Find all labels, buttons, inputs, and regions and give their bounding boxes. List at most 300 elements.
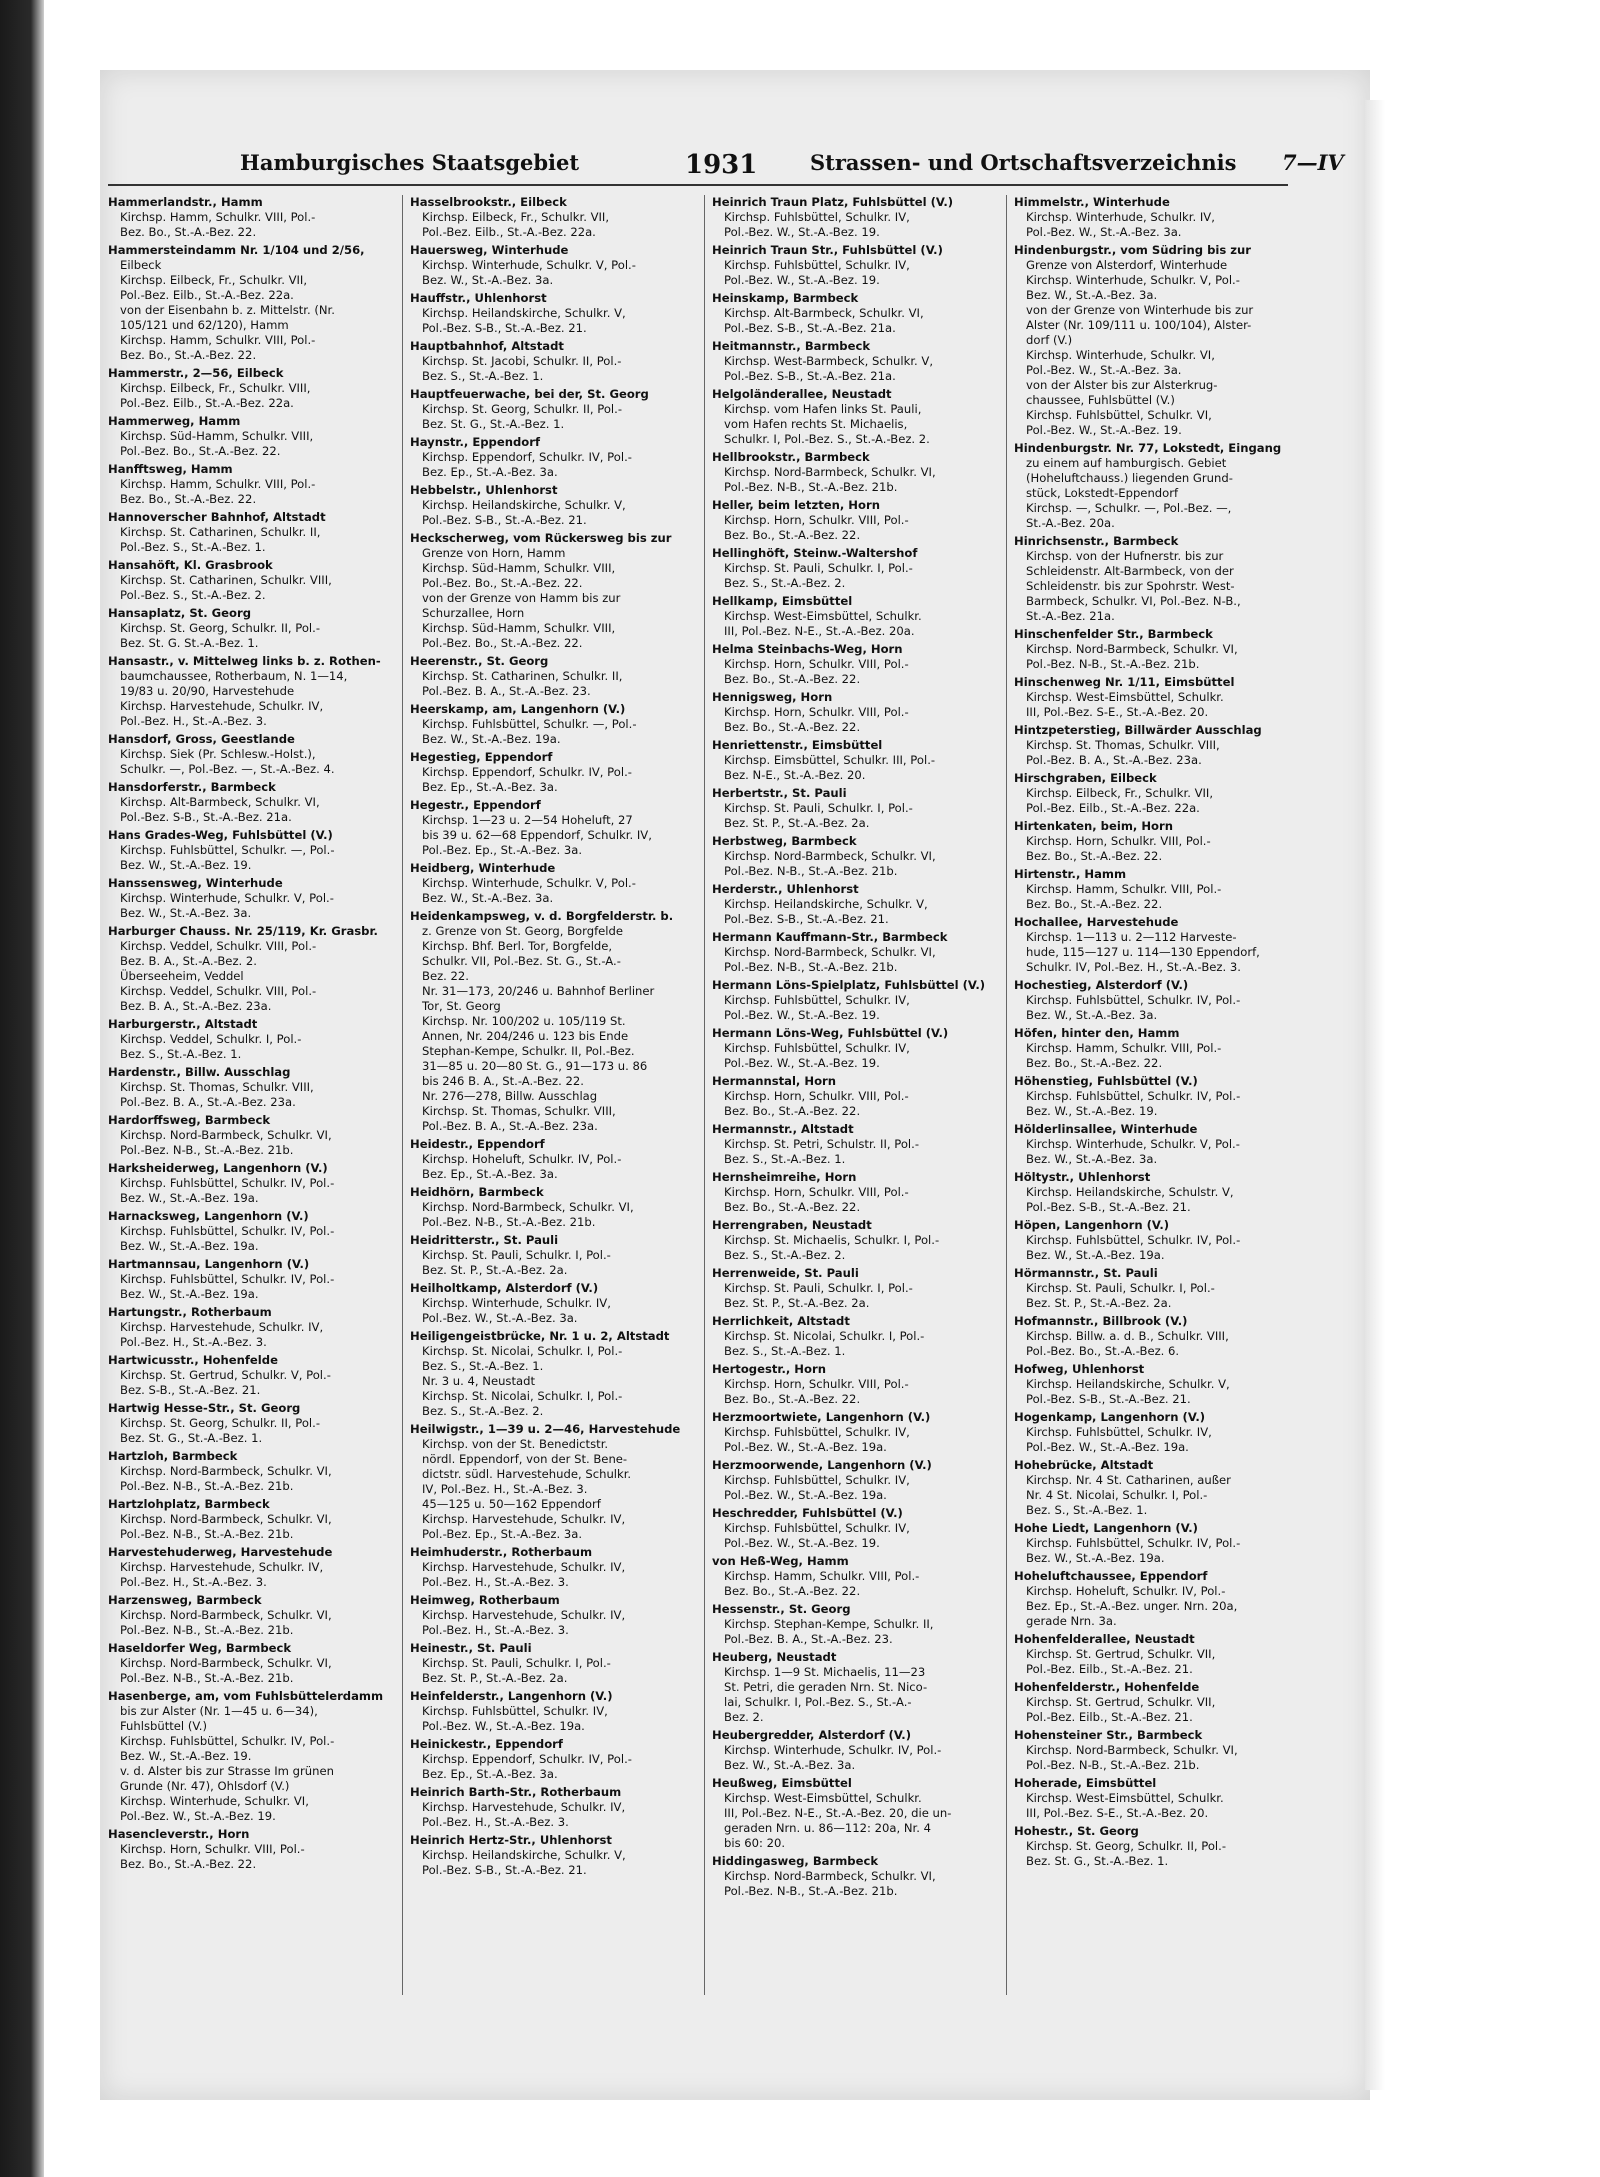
header-section: Strassen- und Ortschaftsverzeichnis bbox=[810, 150, 1237, 175]
entry-detail-line: Kirchsp. Nord-Barmbeck, Schulkr. VI, bbox=[724, 849, 936, 863]
street-entry bbox=[712, 450, 997, 495]
street-name: Herrengraben, Neustadt bbox=[712, 1218, 872, 1232]
street-name: Haynstr., Eppendorf bbox=[410, 435, 540, 449]
entry-detail-line: Kirchsp. Heilandskirche, Schulstr. V, bbox=[1026, 1185, 1234, 1199]
street-name: Hindenburgstr., vom Südring bis zur bbox=[1014, 243, 1252, 257]
street-name: Hardorffsweg, Barmbeck bbox=[108, 1113, 271, 1127]
street-name: Höltystr., Uhlenhorst bbox=[1014, 1170, 1151, 1184]
entry-detail-line: Pol.-Bez. N-B., St.-A.-Bez. 21b. bbox=[120, 1671, 294, 1685]
street-entry bbox=[712, 291, 997, 336]
street-entry bbox=[410, 1737, 695, 1782]
street-name: Hebbelstr., Uhlenhorst bbox=[410, 483, 558, 497]
entry-detail-line: Pol.-Bez. W., St.-A.-Bez. 19a. bbox=[1026, 1440, 1189, 1454]
street-name: Hermann Kauffmann-Str., Barmbeck bbox=[712, 930, 948, 944]
street-entry bbox=[108, 780, 393, 825]
street-entry bbox=[410, 243, 695, 288]
entry-detail-line: Kirchsp. St. Georg, Schulkr. II, Pol.- bbox=[1026, 1839, 1227, 1853]
street-name: Heinrich Hertz-Str., Uhlenhorst bbox=[410, 1833, 612, 1847]
entry-detail-line: Kirchsp. Eilbeck, Fr., Schulkr. VIII, bbox=[120, 381, 311, 395]
column-2 bbox=[410, 195, 695, 1995]
entry-detail-line: Kirchsp. St. Pauli, Schulkr. I, Pol.- bbox=[422, 1248, 611, 1262]
entry-detail-line: Kirchsp. Eilbeck, Fr., Schulkr. VII, bbox=[1026, 786, 1214, 800]
entry-detail-line: Bez. Bo., St.-A.-Bez. 22. bbox=[1026, 1056, 1163, 1070]
entry-detail-line: Kirchsp. Fuhlsbüttel, Schulkr. —, Pol.- bbox=[120, 843, 335, 857]
street-entry bbox=[1014, 1026, 1299, 1071]
street-entry bbox=[410, 1833, 695, 1878]
entry-detail-line: Pol.-Bez. H., St.-A.-Bez. 3. bbox=[120, 1335, 267, 1349]
entry-detail-line: Bez. S., St.-A.-Bez. 1. bbox=[1026, 1503, 1148, 1517]
entry-detail-line: Pol.-Bez. W., St.-A.-Bez. 3a. bbox=[1026, 363, 1182, 377]
street-entry bbox=[410, 1137, 695, 1182]
street-name: Hansahöft, Kl. Grasbrook bbox=[108, 558, 273, 572]
entry-detail-line: dictstr. südl. Harvestehude, Schulkr. bbox=[422, 1467, 632, 1481]
entry-detail-line: Kirchsp. St. Thomas, Schulkr. VIII, bbox=[422, 1104, 616, 1118]
entry-detail-line: Pol.-Bez. B. A., St.-A.-Bez. 23a. bbox=[1026, 753, 1202, 767]
street-entry bbox=[410, 1641, 695, 1686]
entry-detail-line: III, Pol.-Bez. N-E., St.-A.-Bez. 20, die un- bbox=[724, 1806, 952, 1820]
entry-detail-line: Bez. Ep., St.-A.-Bez. 3a. bbox=[422, 1167, 558, 1181]
entry-detail-line: Pol.-Bez. S-B., St.-A.-Bez. 21a. bbox=[120, 810, 292, 824]
entry-detail-line: Pol.-Bez. N-B., St.-A.-Bez. 21b. bbox=[724, 480, 898, 494]
entry-detail-line: Kirchsp. Nord-Barmbeck, Schulkr. VI, bbox=[120, 1128, 332, 1142]
entry-detail-line: Kirchsp. vom Hafen links St. Pauli, bbox=[724, 402, 922, 416]
street-entry bbox=[108, 654, 393, 729]
entry-detail-line: Bez. St. G., St.-A.-Bez. 1. bbox=[120, 1431, 263, 1445]
street-entry bbox=[712, 1218, 997, 1263]
street-name: Heidenkampsweg, v. d. Borgfelderstr. b. bbox=[410, 909, 674, 923]
street-entry bbox=[108, 1353, 393, 1398]
street-name: Herzmoortwiete, Langenhorn (V.) bbox=[712, 1410, 931, 1424]
street-entry bbox=[410, 798, 695, 858]
entry-detail-line: Pol.-Bez. W., St.-A.-Bez. 19a. bbox=[724, 1488, 887, 1502]
entry-detail-line: Kirchsp. Horn, Schulkr. VIII, Pol.- bbox=[724, 657, 909, 671]
street-name: Heinickestr., Eppendorf bbox=[410, 1737, 563, 1751]
entry-detail-line: Bez. S., St.-A.-Bez. 2. bbox=[724, 576, 846, 590]
entry-detail-line: Kirchsp. St. Georg, Schulkr. II, Pol.- bbox=[120, 621, 321, 635]
street-name: Hirtenstr., Hamm bbox=[1014, 867, 1127, 881]
entry-detail-line: Kirchsp. Harvestehude, Schulkr. IV, bbox=[120, 1560, 324, 1574]
entry-detail-line: Pol.-Bez. Eilb., St.-A.-Bez. 21. bbox=[1026, 1662, 1193, 1676]
entry-detail-line: Pol.-Bez. Bo., St.-A.-Bez. 22. bbox=[422, 576, 583, 590]
entry-detail-line: Kirchsp. West-Eimsbüttel, Schulkr. bbox=[724, 1791, 922, 1805]
street-name: Heuberg, Neustadt bbox=[712, 1650, 837, 1664]
street-name: Hanssensweg, Winterhude bbox=[108, 876, 283, 890]
street-entry bbox=[712, 1650, 997, 1725]
entry-detail-line: Bez. W., St.-A.-Bez. 19a. bbox=[120, 1191, 259, 1205]
street-name: Helgoländerallee, Neustadt bbox=[712, 387, 892, 401]
entry-detail-line: Kirchsp. Hamm, Schulkr. VIII, Pol.- bbox=[1026, 1041, 1222, 1055]
street-entry bbox=[712, 1122, 997, 1167]
street-entry bbox=[1014, 1314, 1299, 1359]
street-entry bbox=[410, 1329, 695, 1419]
entry-detail-line: Schulkr. VII, Pol.-Bez. St. G., St.-A.- bbox=[422, 954, 621, 968]
street-name: Hansdorf, Gross, Geestlande bbox=[108, 732, 295, 746]
entry-detail-line: Pol.-Bez. Eilb., St.-A.-Bez. 22a. bbox=[120, 396, 294, 410]
street-entry bbox=[712, 1266, 997, 1311]
entry-detail-line: Kirchsp. Süd-Hamm, Schulkr. VIII, bbox=[422, 561, 616, 575]
street-name: Hohe Liedt, Langenhorn (V.) bbox=[1014, 1521, 1198, 1535]
street-entry bbox=[1014, 675, 1299, 720]
entry-detail-line: hude, 115—127 u. 114—130 Eppendorf, bbox=[1026, 945, 1260, 959]
entry-detail-line: Kirchsp. Heilandskirche, Schulkr. V, bbox=[724, 897, 928, 911]
entry-detail-line: Pol.-Bez. Eilb., St.-A.-Bez. 22a. bbox=[1026, 801, 1200, 815]
street-name: Hintzpeterstieg, Billwärder Ausschlag bbox=[1014, 723, 1262, 737]
entry-detail-line: Kirchsp. Fuhlsbüttel, Schulkr. IV, bbox=[422, 1704, 608, 1718]
entry-detail-line: Kirchsp. Bhf. Berl. Tor, Borgfelde, bbox=[422, 939, 613, 953]
entry-detail-line: Pol.-Bez. W., St.-A.-Bez. 19. bbox=[724, 273, 880, 287]
entry-detail-line: III, Pol.-Bez. S-E., St.-A.-Bez. 20. bbox=[1026, 1806, 1209, 1820]
street-name: Höpen, Langenhorn (V.) bbox=[1014, 1218, 1170, 1232]
street-name: Heerskamp, am, Langenhorn (V.) bbox=[410, 702, 626, 716]
entry-detail-line: Kirchsp. Eimsbüttel, Schulkr. III, Pol.- bbox=[724, 753, 936, 767]
entry-detail-line: Kirchsp. Fuhlsbüttel, Schulkr. IV, Pol.- bbox=[1026, 1089, 1241, 1103]
entry-detail-line: Kirchsp. West-Barmbeck, Schulkr. V, bbox=[724, 354, 934, 368]
street-name: Harburgerstr., Altstadt bbox=[108, 1017, 258, 1031]
entry-detail-line: zu einem auf hamburgisch. Gebiet bbox=[1026, 456, 1227, 470]
entry-detail-line: Kirchsp. Nord-Barmbeck, Schulkr. VI, bbox=[1026, 642, 1238, 656]
entry-detail-line: Kirchsp. Eppendorf, Schulkr. IV, Pol.- bbox=[422, 765, 632, 779]
entry-detail-line: Pol.-Bez. W., St.-A.-Bez. 19a. bbox=[724, 1440, 887, 1454]
entry-detail-line: Kirchsp. Hamm, Schulkr. VIII, Pol.- bbox=[120, 210, 316, 224]
entry-detail-line: Pol.-Bez. S., St.-A.-Bez. 1. bbox=[120, 540, 266, 554]
street-entry bbox=[410, 909, 695, 1134]
entry-detail-line: Bez. S., St.-A.-Bez. 1. bbox=[422, 1359, 544, 1373]
entry-detail-line: Bez. Ep., St.-A.-Bez. 3a. bbox=[422, 465, 558, 479]
entry-detail-line: Kirchsp. Winterhude, Schulkr. V, Pol.- bbox=[422, 258, 636, 272]
street-entry bbox=[712, 738, 997, 783]
street-name: Heinskamp, Barmbeck bbox=[712, 291, 859, 305]
entry-detail-line: Kirchsp. Hamm, Schulkr. VIII, Pol.- bbox=[120, 477, 316, 491]
street-name: Hermann Löns-Spielplatz, Fuhlsbüttel (V.) bbox=[712, 978, 986, 992]
directory-columns bbox=[108, 195, 1298, 1995]
street-name: Heußweg, Eimsbüttel bbox=[712, 1776, 852, 1790]
street-entry bbox=[712, 1854, 997, 1899]
entry-detail-line: Kirchsp. Fuhlsbüttel, Schulkr. IV, bbox=[724, 1521, 910, 1535]
street-name: Hegestieg, Eppendorf bbox=[410, 750, 553, 764]
street-entry bbox=[410, 1689, 695, 1734]
street-name: Hartwig Hesse-Str., St. Georg bbox=[108, 1401, 301, 1415]
entry-detail-line: Kirchsp. St. Gertrud, Schulkr. VII, bbox=[1026, 1695, 1216, 1709]
street-entry bbox=[108, 606, 393, 651]
street-name: Hohenfelderallee, Neustadt bbox=[1014, 1632, 1195, 1646]
street-entry bbox=[108, 414, 393, 459]
street-entry bbox=[1014, 1680, 1299, 1725]
street-name: Heidberg, Winterhude bbox=[410, 861, 556, 875]
street-entry bbox=[410, 291, 695, 336]
entry-detail-line: Grunde (Nr. 47), Ohlsdorf (V.) bbox=[120, 1779, 290, 1793]
entry-detail-line: Kirchsp. Fuhlsbüttel, Schulkr. IV, Pol.- bbox=[1026, 993, 1241, 1007]
entry-detail-line: Kirchsp. St. Gertrud, Schulkr. VII, bbox=[1026, 1647, 1216, 1661]
entry-detail-line: Kirchsp. Fuhlsbüttel, Schulkr. IV, Pol.- bbox=[120, 1176, 335, 1190]
entry-detail-line: Kirchsp. St. Petri, Schulstr. II, Pol.- bbox=[724, 1137, 919, 1151]
street-entry bbox=[108, 195, 393, 240]
street-name: Hasenberge, am, vom Fuhlsbüttelerdamm bbox=[108, 1689, 384, 1703]
entry-detail-line: Kirchsp. Veddel, Schulkr. I, Pol.- bbox=[120, 1032, 302, 1046]
street-entry bbox=[1014, 534, 1299, 624]
entry-detail-line: Bez. S., St.-A.-Bez. 1. bbox=[422, 369, 544, 383]
street-entry bbox=[108, 1593, 393, 1638]
entry-detail-line: Kirchsp. St. Thomas, Schulkr. VIII, bbox=[1026, 738, 1220, 752]
entry-detail-line: vom Hafen rechts St. Michaelis, bbox=[724, 417, 908, 431]
street-name: Hansaplatz, St. Georg bbox=[108, 606, 252, 620]
street-entry bbox=[1014, 1824, 1299, 1869]
street-name: Herrenweide, St. Pauli bbox=[712, 1266, 859, 1280]
entry-detail-line: Pol.-Bez. Bo., St.-A.-Bez. 22. bbox=[422, 636, 583, 650]
entry-detail-line: Bez. St. G., St.-A.-Bez. 1. bbox=[422, 417, 565, 431]
street-name: Heinestr., St. Pauli bbox=[410, 1641, 532, 1655]
street-entry bbox=[108, 1161, 393, 1206]
street-name: Hermannstal, Horn bbox=[712, 1074, 837, 1088]
entry-detail-line: Pol.-Bez. N-B., St.-A.-Bez. 21b. bbox=[120, 1143, 294, 1157]
street-entry bbox=[1014, 1362, 1299, 1407]
street-name: Hirtenkaten, beim, Horn bbox=[1014, 819, 1173, 833]
street-name: Heidestr., Eppendorf bbox=[410, 1137, 545, 1151]
entry-detail-line: Nr. 3 u. 4, Neustadt bbox=[422, 1374, 536, 1388]
street-entry bbox=[108, 924, 393, 1014]
entry-detail-line: Kirchsp. Siek (Pr. Schlesw.-Holst.), bbox=[120, 747, 316, 761]
entry-detail-line: Bez. Bo., St.-A.-Bez. 22. bbox=[1026, 849, 1163, 863]
entry-detail-line: Bez. W., St.-A.-Bez. 19a. bbox=[120, 1287, 259, 1301]
street-entry bbox=[410, 387, 695, 432]
header-rule bbox=[108, 184, 1288, 186]
street-name: Harburger Chauss. Nr. 25/119, Kr. Grasbr. bbox=[108, 924, 378, 938]
entry-detail-line: Bez. W., St.-A.-Bez. 3a. bbox=[422, 891, 554, 905]
street-name: Hauffstr., Uhlenhorst bbox=[410, 291, 547, 305]
street-name: Hammerlandstr., Hamm bbox=[108, 195, 263, 209]
street-name: Heimhuderstr., Rotherbaum bbox=[410, 1545, 593, 1559]
entry-detail-line: Pol.-Bez. H., St.-A.-Bez. 3. bbox=[422, 1623, 569, 1637]
street-entry bbox=[108, 243, 393, 363]
entry-detail-line: Kirchsp. Fuhlsbüttel, Schulkr. IV, Pol.- bbox=[1026, 1233, 1241, 1247]
entry-detail-line: Kirchsp. Harvestehude, Schulkr. IV, bbox=[120, 699, 324, 713]
street-name: Hofweg, Uhlenhorst bbox=[1014, 1362, 1145, 1376]
entry-detail-line: Bez. Bo., St.-A.-Bez. 22. bbox=[724, 528, 861, 542]
entry-detail-line: Pol.-Bez. S-B., St.-A.-Bez. 21a. bbox=[724, 321, 896, 335]
street-name: Hochallee, Harvestehude bbox=[1014, 915, 1179, 929]
street-entry bbox=[1014, 1776, 1299, 1821]
street-entry bbox=[108, 1017, 393, 1062]
entry-detail-line: Kirchsp. Nr. 4 St. Catharinen, außer bbox=[1026, 1473, 1231, 1487]
entry-detail-line: Kirchsp. Horn, Schulkr. VIII, Pol.- bbox=[724, 1377, 909, 1391]
street-entry bbox=[712, 642, 997, 687]
entry-detail-line: Bez. N-E., St.-A.-Bez. 20. bbox=[724, 768, 866, 782]
street-entry bbox=[1014, 627, 1299, 672]
entry-detail-line: Kirchsp. 1—23 u. 2—54 Hoheluft, 27 bbox=[422, 813, 633, 827]
entry-detail-line: Kirchsp. Nord-Barmbeck, Schulkr. VI, bbox=[120, 1464, 332, 1478]
entry-detail-line: Kirchsp. Horn, Schulkr. VIII, Pol.- bbox=[724, 513, 909, 527]
entry-detail-line: Pol.-Bez. W., St.-A.-Bez. 19a. bbox=[422, 1719, 585, 1733]
entry-detail-line: Bez. Bo., St.-A.-Bez. 22. bbox=[724, 720, 861, 734]
entry-detail-line: lai, Schulkr. I, Pol.-Bez. S., St.-A.- bbox=[724, 1695, 912, 1709]
entry-detail-line: Schleidenstr. bis zur Spohrstr. West- bbox=[1026, 579, 1235, 593]
entry-detail-line: von der Alster bis zur Alsterkrug- bbox=[1026, 378, 1218, 392]
entry-detail-line: Pol.-Bez. W., St.-A.-Bez. 3a. bbox=[1026, 225, 1182, 239]
entry-detail-line: von der Grenze von Hamm bis zur bbox=[422, 591, 621, 605]
entry-detail-line: Pol.-Bez. Eilb., St.-A.-Bez. 22a. bbox=[422, 225, 596, 239]
entry-detail-line: Pol.-Bez. S-B., St.-A.-Bez. 21. bbox=[422, 1863, 587, 1877]
street-entry bbox=[410, 1545, 695, 1590]
entry-detail-line: Bez. Bo., St.-A.-Bez. 22. bbox=[724, 1584, 861, 1598]
street-entry bbox=[1014, 771, 1299, 816]
entry-detail-line: Pol.-Bez. Bo., St.-A.-Bez. 22. bbox=[120, 444, 281, 458]
street-name: Heilwigstr., 1—39 u. 2—46, Harvestehude bbox=[410, 1422, 681, 1436]
entry-detail-line: Pol.-Bez. S-B., St.-A.-Bez. 21a. bbox=[724, 369, 896, 383]
entry-detail-line: Bez. B. A., St.-A.-Bez. 23a. bbox=[120, 999, 272, 1013]
street-name: Helma Steinbachs-Weg, Horn bbox=[712, 642, 903, 656]
entry-detail-line: Pol.-Bez. W., St.-A.-Bez. 19. bbox=[724, 1056, 880, 1070]
street-entry bbox=[108, 1065, 393, 1110]
street-name: Hartzloh, Barmbeck bbox=[108, 1449, 238, 1463]
street-entry bbox=[1014, 441, 1299, 531]
entry-detail-line: Bez. Bo., St.-A.-Bez. 22. bbox=[120, 348, 257, 362]
entry-detail-line: Pol.-Bez. Eilb., St.-A.-Bez. 22a. bbox=[120, 288, 294, 302]
entry-detail-line: Kirchsp. St. Pauli, Schulkr. I, Pol.- bbox=[724, 561, 913, 575]
entry-detail-line: Kirchsp. Nord-Barmbeck, Schulkr. VI, bbox=[724, 1869, 936, 1883]
entry-detail-line: Kirchsp. Fuhlsbüttel, Schulkr. IV, bbox=[1026, 1425, 1212, 1439]
entry-detail-line: Pol.-Bez. H., St.-A.-Bez. 3. bbox=[120, 1575, 267, 1589]
entry-detail-line: Kirchsp. Winterhude, Schulkr. V, Pol.- bbox=[1026, 1137, 1240, 1151]
entry-detail-line: Bez. W., St.-A.-Bez. 19a. bbox=[120, 1239, 259, 1253]
entry-detail-line: Kirchsp. St. Pauli, Schulkr. I, Pol.- bbox=[724, 801, 913, 815]
entry-detail-line: Pol.-Bez. W., St.-A.-Bez. 19. bbox=[724, 225, 880, 239]
street-name: Hartmannsau, Langenhorn (V.) bbox=[108, 1257, 310, 1271]
entry-detail-line: Bez. S., St.-A.-Bez. 2. bbox=[724, 1248, 846, 1262]
entry-detail-line: Bez. 2. bbox=[724, 1710, 764, 1724]
street-name: Heidritterstr., St. Pauli bbox=[410, 1233, 559, 1247]
street-name: Heschredder, Fuhlsbüttel (V.) bbox=[712, 1506, 903, 1520]
entry-detail-line: Bez. W., St.-A.-Bez. 19a. bbox=[422, 732, 561, 746]
street-name: Hernsheimreihe, Horn bbox=[712, 1170, 857, 1184]
entry-detail-line: bis 60: 20. bbox=[724, 1836, 786, 1850]
entry-detail-line: Bez. W., St.-A.-Bez. 19. bbox=[120, 858, 252, 872]
street-entry bbox=[712, 1314, 997, 1359]
street-name: Hinschenfelder Str., Barmbeck bbox=[1014, 627, 1213, 641]
entry-detail-line: Kirchsp. Fuhlsbüttel, Schulkr. IV, bbox=[724, 993, 910, 1007]
entry-detail-line: von der Grenze von Winterhude bis zur bbox=[1026, 303, 1254, 317]
street-entry bbox=[108, 1641, 393, 1686]
entry-detail-line: Kirchsp. 1—113 u. 2—112 Harveste- bbox=[1026, 930, 1237, 944]
entry-detail-line: Kirchsp. St. Pauli, Schulkr. I, Pol.- bbox=[422, 1656, 611, 1670]
street-name: Herderstr., Uhlenhorst bbox=[712, 882, 859, 896]
street-name: Hartwicusstr., Hohenfelde bbox=[108, 1353, 278, 1367]
street-entry bbox=[410, 483, 695, 528]
entry-detail-line: Kirchsp. Winterhude, Schulkr. IV, bbox=[1026, 210, 1215, 224]
street-name: Hasselbrookstr., Eilbeck bbox=[410, 195, 567, 209]
street-entry bbox=[410, 702, 695, 747]
entry-detail-line: Bez. Bo., St.-A.-Bez. 22. bbox=[120, 1857, 257, 1871]
entry-detail-line: Kirchsp. Winterhude, Schulkr. IV, bbox=[422, 1296, 611, 1310]
entry-detail-line: Pol.-Bez. W., St.-A.-Bez. 19. bbox=[1026, 423, 1182, 437]
street-name: Heidhörn, Barmbeck bbox=[410, 1185, 544, 1199]
street-name: Heerenstr., St. Georg bbox=[410, 654, 549, 668]
street-entry bbox=[1014, 243, 1299, 438]
street-name: Hardenstr., Billw. Ausschlag bbox=[108, 1065, 291, 1079]
street-name: Heinrich Traun Platz, Fuhlsbüttel (V.) bbox=[712, 195, 954, 209]
street-entry bbox=[1014, 1122, 1299, 1167]
street-entry bbox=[410, 861, 695, 906]
street-name: Hohenfelderstr., Hohenfelde bbox=[1014, 1680, 1200, 1694]
entry-detail-line: Kirchsp. St. Jacobi, Schulkr. II, Pol.- bbox=[422, 354, 622, 368]
street-entry bbox=[1014, 915, 1299, 975]
page-number: 7—IV bbox=[1282, 150, 1344, 175]
entry-detail-line: Bez. S., St.-A.-Bez. 1. bbox=[724, 1152, 846, 1166]
entry-detail-line: Pol.-Bez. S-B., St.-A.-Bez. 21. bbox=[1026, 1200, 1191, 1214]
street-entry bbox=[1014, 1170, 1299, 1215]
entry-detail-line: von der Eisenbahn b. z. Mittelstr. (Nr. bbox=[120, 303, 335, 317]
entry-detail-line: Pol.-Bez. N-B., St.-A.-Bez. 21b. bbox=[120, 1623, 294, 1637]
entry-detail-line: Kirchsp. Horn, Schulkr. VIII, Pol.- bbox=[724, 1089, 909, 1103]
street-name: Hochestieg, Alsterdorf (V.) bbox=[1014, 978, 1189, 992]
scan-dark-edge bbox=[0, 0, 44, 2177]
entry-detail-line: Kirchsp. Winterhude, Schulkr. V, Pol.- bbox=[120, 891, 334, 905]
street-entry bbox=[410, 195, 695, 240]
entry-detail-line: Pol.-Bez. Eilb., St.-A.-Bez. 21. bbox=[1026, 1710, 1193, 1724]
street-entry bbox=[1014, 1569, 1299, 1629]
entry-detail-line: Bez. Bo., St.-A.-Bez. 22. bbox=[724, 672, 861, 686]
street-name: Harksheiderweg, Langenhorn (V.) bbox=[108, 1161, 328, 1175]
entry-detail-line: Bez. Bo., St.-A.-Bez. 22. bbox=[120, 225, 257, 239]
street-entry bbox=[712, 243, 997, 288]
street-name: Hartungstr., Rotherbaum bbox=[108, 1305, 272, 1319]
entry-detail-line: Pol.-Bez. W., St.-A.-Bez. 19. bbox=[120, 1809, 276, 1823]
street-name: Hauersweg, Winterhude bbox=[410, 243, 569, 257]
entry-detail-line: Pol.-Bez. N-B., St.-A.-Bez. 21b. bbox=[422, 1215, 596, 1229]
street-entry bbox=[410, 1233, 695, 1278]
street-entry bbox=[410, 1785, 695, 1830]
street-name: Hohestr., St. Georg bbox=[1014, 1824, 1139, 1838]
street-name: Hannoverscher Bahnhof, Altstadt bbox=[108, 510, 326, 524]
street-name: Heilholtkamp, Alsterdorf (V.) bbox=[410, 1281, 599, 1295]
column-1 bbox=[108, 195, 393, 1995]
entry-detail-line: Pol.-Bez. S-B., St.-A.-Bez. 21. bbox=[422, 321, 587, 335]
entry-detail-line: Kirchsp. 1—9 St. Michaelis, 11—23 bbox=[724, 1665, 926, 1679]
street-name: Hansastr., v. Mittelweg links b. z. Rothen- bbox=[108, 654, 381, 668]
entry-detail-line: Kirchsp. Nord-Barmbeck, Schulkr. VI, bbox=[120, 1656, 332, 1670]
entry-detail-line: Eilbeck bbox=[120, 258, 162, 272]
street-name: Haseldorfer Weg, Barmbeck bbox=[108, 1641, 292, 1655]
entry-detail-line: Kirchsp. St. Michaelis, Schulkr. I, Pol.- bbox=[724, 1233, 940, 1247]
street-entry bbox=[712, 1074, 997, 1119]
entry-detail-line: Kirchsp. Heilandskirche, Schulkr. V, bbox=[1026, 1377, 1230, 1391]
entry-detail-line: Kirchsp. von der Hufnerstr. bis zur bbox=[1026, 549, 1224, 563]
street-name: Hermann Löns-Weg, Fuhlsbüttel (V.) bbox=[712, 1026, 949, 1040]
street-name: Höhenstieg, Fuhlsbüttel (V.) bbox=[1014, 1074, 1198, 1088]
entry-detail-line: Kirchsp. Fuhlsbüttel, Schulkr. IV, bbox=[724, 258, 910, 272]
street-name: Hartzlohplatz, Barmbeck bbox=[108, 1497, 270, 1511]
street-entry bbox=[712, 1776, 997, 1851]
entry-detail-line: Bez. W., St.-A.-Bez. 19. bbox=[120, 1749, 252, 1763]
street-entry bbox=[410, 1593, 695, 1638]
entry-detail-line: Kirchsp. Hoheluft, Schulkr. IV, Pol.- bbox=[1026, 1584, 1226, 1598]
street-name: Heinrich Traun Str., Fuhlsbüttel (V.) bbox=[712, 243, 943, 257]
street-name: Höfen, hinter den, Hamm bbox=[1014, 1026, 1180, 1040]
entry-detail-line: Kirchsp. Winterhude, Schulkr. V, Pol.- bbox=[422, 876, 636, 890]
entry-detail-line: Bez. W., St.-A.-Bez. 19. bbox=[1026, 1104, 1158, 1118]
street-entry bbox=[1014, 1074, 1299, 1119]
entry-detail-line: Tor, St. Georg bbox=[422, 999, 501, 1013]
street-name: Henriettenstr., Eimsbüttel bbox=[712, 738, 883, 752]
street-entry bbox=[1014, 1218, 1299, 1263]
street-entry bbox=[712, 1506, 997, 1551]
entry-detail-line: bis 39 u. 62—68 Eppendorf, Schulkr. IV, bbox=[422, 828, 652, 842]
street-name: Hoheluftchaussee, Eppendorf bbox=[1014, 1569, 1208, 1583]
street-entry bbox=[712, 1410, 997, 1455]
street-entry bbox=[712, 1554, 997, 1599]
entry-detail-line: Kirchsp. Harvestehude, Schulkr. IV, bbox=[422, 1608, 626, 1622]
entry-detail-line: v. d. Alster bis zur Strasse Im grünen bbox=[120, 1764, 334, 1778]
entry-detail-line: Kirchsp. Hoheluft, Schulkr. IV, Pol.- bbox=[422, 1152, 622, 1166]
street-entry bbox=[108, 1827, 393, 1872]
